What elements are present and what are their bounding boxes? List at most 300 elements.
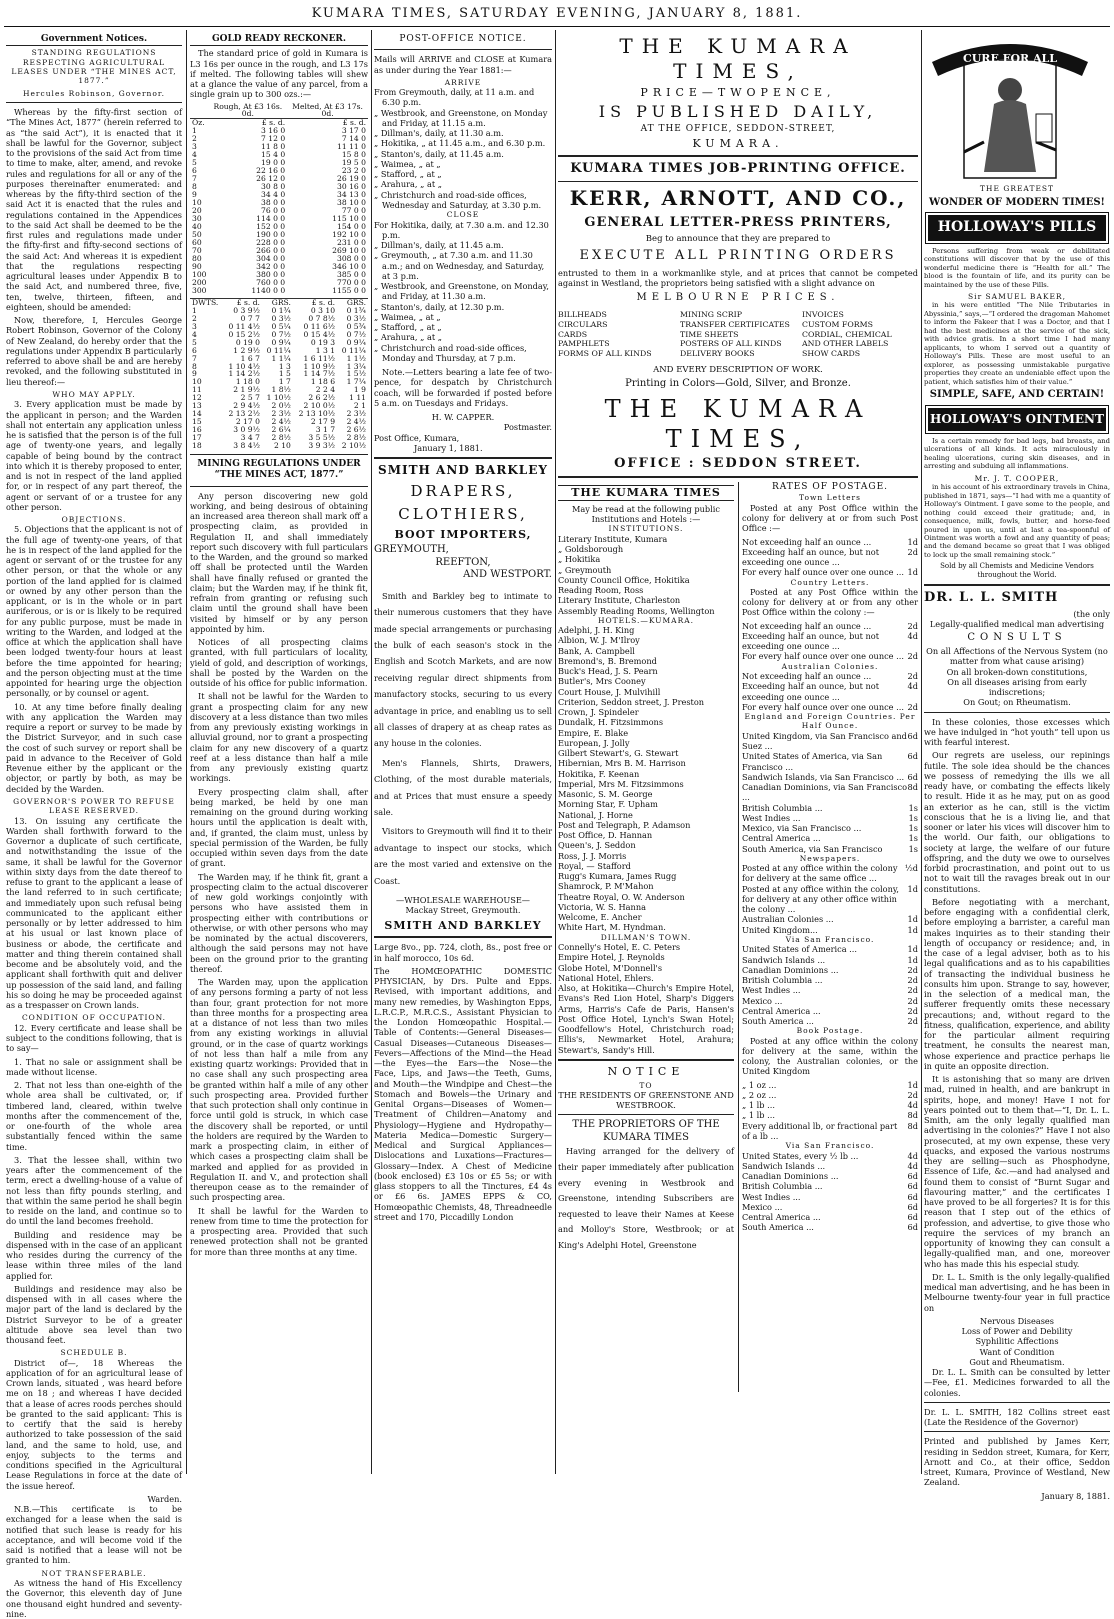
rate-value: 1d <box>907 1079 918 1090</box>
table-cell: 90 <box>192 261 202 271</box>
ad-line: SMITH AND BARKLEY <box>384 918 542 932</box>
table-cell: 19 5 0 <box>341 158 366 168</box>
rate-label: South America, via San Francisco <box>742 843 883 854</box>
list-item: POSTERS OF ALL KINDS <box>680 339 782 349</box>
table-cell: 3 5 5½ <box>308 433 336 443</box>
rate-value: 2d <box>907 546 918 557</box>
rate-value: 4d <box>907 630 918 641</box>
list-item: Connelly's Hotel, E. C. Peters <box>558 942 681 953</box>
list-item: Butler's, Mrs Cooney <box>558 676 646 687</box>
divider <box>558 476 918 478</box>
list-item: CIRCULARS <box>558 319 608 329</box>
list-item: Post and Telegraph, P. Adamson <box>558 819 691 830</box>
section-title: POST-OFFICE NOTICE. <box>399 34 527 44</box>
subheading: DILLMAN'S TOWN. <box>600 932 692 942</box>
divider <box>374 49 552 50</box>
rate-value: 1d <box>907 924 918 935</box>
paragraph: Posted at any office within the colony for delivery at the same, within the colony, the Australian colonies, or the United Kingdom <box>742 1035 918 1077</box>
rate-row <box>742 782 918 803</box>
rate-row <box>742 1151 918 1161</box>
rate-row <box>742 1222 918 1232</box>
rate-label: Every additional lb, or fractional part of a lb ... <box>742 1120 898 1141</box>
list-item: FORMS OF ALL KINDS <box>558 349 652 359</box>
paragraph: The standard price of gold in Kumara is L3 16s per ounce in the rough, and L3 17s if melted. The following tables will shew at a glance the value of any parcel, from a single grain up to 300 ozs.:— <box>190 48 368 100</box>
table-cell: 2 <box>192 313 197 323</box>
table-cell: 2 0½ <box>271 401 291 411</box>
rate-label: British Columbia ... <box>742 802 823 813</box>
rate-row <box>742 813 918 823</box>
ad-line: Sold by all Chemists and Medicine Vendors throughout the World. <box>940 562 1094 580</box>
ad-line: Syphilitic Affections <box>975 1336 1059 1347</box>
rate-value: 2d <box>907 671 918 682</box>
list-item: „ Waimea, „ at „ <box>374 311 441 322</box>
paragraph: Any person discovering new gold working, and being desirous of obtaining an increased area thereon shall mark off a prospecting claim, as provided in Regulation II, and shall immediately report such discovery with full particulars to the Warden, and the ground so marked off shall be protected until the Warden shall have finally refused or granted the claim; but the Warden may, if he think fit, refrain from granting or refusing such claim until the ground shall have been visited by himself or by any person appointed by him. <box>190 490 368 634</box>
list-item: „ Christchurch and road-side offices, Monday and Thursday, at 7 p.m. <box>374 342 527 363</box>
ad-line: AND EVERY DESCRIPTION OF WORK. <box>653 364 823 375</box>
table-cell: 2 9 4½ <box>233 401 260 411</box>
list-item: BILLHEADS <box>558 310 607 320</box>
rates-list <box>742 863 918 935</box>
rate-row <box>742 772 918 782</box>
rate-label: West Indies ... <box>742 985 801 996</box>
ad-line: AT THE OFFICE, SEDDON-STREET, <box>640 123 836 134</box>
rate-row <box>742 944 918 954</box>
paragraph: Smith and Barkley beg to intimate to their numerous customers that they have made special arrangements or purchasing the bulk of each season's stock in the English and Scotch Markets, and are now receiving regular direct shipments from manufactory stocks, securing to us every advantage in price, and enabling us to sell all classes of drapery at as cheap rates as any house in the colonies. <box>374 590 552 749</box>
paragraph: in his account of his extraordinary travels in China, published in 1871, says—“I had with me a quantity of Holloway's Ointment. I gave some to the people, and nothing could exceed their gratitude; and, in consequence, milk, fowls, butter, and horse-feed poured in upon us, until at last a tea-spoonful of Ointment was worth a fowl and any quantity of peas; and the demand became so great that I was obliged to lock up the small remaining stock.” <box>924 483 1110 559</box>
rate-row <box>742 914 918 924</box>
section-title: GOLD READY RECKONER. <box>190 34 368 46</box>
rate-label: „ 1 lb ... <box>742 1110 775 1121</box>
governor-name: Hercules Robinson, Governor. <box>22 88 166 98</box>
masthead: KUMARA TIMES, SATURDAY EVENING, JANUARY 8, 1881. <box>311 6 803 21</box>
list-item: Empire, E. Blake <box>558 727 629 738</box>
rate-value: 6d <box>907 1191 918 1202</box>
rate-label: Posted at any office within the colony, for delivery at any other office within the colony ... <box>742 883 900 915</box>
rate-row <box>742 965 918 975</box>
table-cell: 0 19 3 <box>310 337 336 347</box>
list-item: CUSTOM FORMS <box>802 319 873 329</box>
ad-line: KUMARA. <box>692 137 784 150</box>
ointment-banner: HOLLOWAY'S OINTMENT <box>926 406 1108 433</box>
ad-line: On all Affections of the Nervous System (no matter from what cause arising) <box>926 646 1108 667</box>
ad-line: AND WESTPORT. <box>463 569 552 581</box>
list-item: CORDIAL, CHEMICAL <box>802 329 892 339</box>
table-cell: 2 10 <box>273 441 291 451</box>
table-cell: 0 15 4½ <box>303 329 336 339</box>
rate-row <box>742 567 918 577</box>
rate-row <box>742 1090 918 1100</box>
table-cell: 0 3 9½ <box>233 305 260 315</box>
list-item: Shamrock, P. M'Mahon <box>558 881 654 892</box>
list-item: Dundalk, H. Fitzsimmons <box>558 717 664 728</box>
table-cell: 11 8 0 <box>261 142 286 152</box>
signature: H. W. CAPPER. <box>431 412 495 422</box>
rate-label: Sandwich Islands ... <box>742 954 826 965</box>
table-cell: 10 <box>192 198 202 208</box>
ad-line: —WHOLESALE WAREHOUSE— <box>396 895 530 906</box>
list-item: European, J. Jolly <box>558 737 630 748</box>
table-cell: 2 1 9½ <box>233 385 260 395</box>
institutions-list <box>558 534 734 616</box>
rate-row <box>742 955 918 965</box>
paragraph: 5. Objections that the applicant is not of the full age of twenty-one years, of that he is in respect of the land applied for the agent or servant of or the trustee for any other person, or that the whole or any portion of the land applied for is claimed or owned by any other person than the applicant, or is in the whole or in part auriferous, or is or is likely to be required for any public purpose, must be made in writing to the Warden, and lodged at the office at which the application shall have been lodged twenty-four hours at least before the time appointed for hearing; and the person objecting must at the time appointed for hearing urge the objection personally, or by counsel or agent. <box>6 524 182 699</box>
table-cell: 0 7½ <box>271 329 291 339</box>
table-cell: 342 0 0 <box>256 261 286 271</box>
table-cell: 5 <box>192 337 197 347</box>
list-item: CARDS <box>558 329 588 339</box>
list-item: Queen's, J. Seddon <box>558 840 636 851</box>
rate-value: 6d <box>907 730 918 741</box>
subheading: Mr. J. T. COOPER, <box>974 473 1060 483</box>
rate-value: 4d <box>907 1100 918 1111</box>
subheading: CLOSE <box>446 210 480 220</box>
table-cell: 1 3 <box>278 361 291 371</box>
divider <box>558 155 918 157</box>
table-header: £ s. d. <box>261 118 286 128</box>
column-rule <box>186 30 187 1474</box>
table-cell: 2 10½ <box>341 441 366 451</box>
table-cell: 80 <box>192 253 202 263</box>
list-item: Empire Hotel, J. Reynolds <box>558 952 665 963</box>
list-item: Theatre Royal, O. W. Anderson <box>558 891 685 902</box>
table-cell: 0 15 2½ <box>228 329 260 339</box>
table-cell: 0 7 8½ <box>308 313 336 323</box>
table-cell: 4 <box>192 329 197 339</box>
table-cell: 308 0 0 <box>337 253 366 263</box>
list-item: „ Waimea, „ at „ <box>374 158 441 169</box>
list-item: Albion, W. J. M'Ilroy <box>558 635 640 646</box>
table-cell: 9 <box>192 369 197 379</box>
rates-list <box>742 731 918 854</box>
ad-title: KUMARA TIMES JOB-PRINTING OFFICE. <box>570 160 906 176</box>
rate-value: 1s <box>908 823 918 834</box>
table-cell: 0 9¼ <box>346 337 366 347</box>
signature-date: January 1, 1881. <box>414 442 483 453</box>
table-cell: 2 17 0 <box>235 417 260 427</box>
ad-title: THE KUMARA TIMES, <box>619 34 857 83</box>
table-cell: 1 1½ <box>346 353 366 363</box>
post-office-column <box>374 32 552 1472</box>
rate-row <box>742 975 918 985</box>
ad-line: Want of Condition <box>979 1346 1055 1357</box>
table-cell: 1 7¼ <box>346 377 366 387</box>
list-item: „ Dillman's, daily, at 11.30 a.m. <box>374 128 504 139</box>
table-cell: 0 9¼ <box>271 337 291 347</box>
ad-title: NOTICE <box>607 1064 685 1078</box>
table-cell: 1 18 0 <box>235 377 260 387</box>
dwt-table-body <box>190 307 368 450</box>
list-item: Hibernian, Mrs B. M. Harrison <box>558 758 686 769</box>
subheading: CONDITION OF OCCUPATION. <box>21 1013 167 1023</box>
ad-title: DR. L. L. SMITH <box>924 589 1059 605</box>
paragraph: The HOMŒOPATHIC DOMESTIC PHYSICIAN, by Drs. Pulte and Epps. Revised, with important additions, and many new remedies, by Washington Epps, L.R.C.P., M.R.C.S., Assistant Physician to the London Homœopathic Hospital.—Table of Contents:—General Diseases—Casual Diseases—Cutaneous Diseases—Fevers—Affections of the Mind—the Head—the Eyes—the Ears—the Nose—the Face, Lips, and Jaws—the Teeth, Gums, and Mouth—the Windpipe and Chest—the Stomach and Bowels—the Urinary and Genital Organs—Diseases of Women—Treatment of Children—Anatomy and Physiology—Hygiene and Hydropathy—Materia Medica—Domestic Surgery—Medical and Surgical Appliances—Dislocations and Luxations—Fractures—Glossary—Index. A Chest of Medicine (book enclosed) £3 10s or £5 5s; or with glass stoppers to all the Tinctures, £4 4s or £6 6s. JAMES EPPS & CO, Homœopathic Chemists, 48, Threadneedle street and 170, Piccadilly London <box>374 965 552 1222</box>
ad-title: WONDER OF MODERN TIMES! <box>929 196 1105 208</box>
rate-row <box>742 1121 918 1142</box>
divider <box>6 102 182 103</box>
rate-row <box>742 1161 918 1171</box>
list-item: White Hart, M. Hyndman. <box>558 922 666 933</box>
subheading: England and Foreign Countries. Per Half Ounce. <box>744 712 916 731</box>
divider <box>558 181 918 182</box>
list-item: Rugg's Kumara, James Rugg <box>558 871 677 882</box>
table-cell: 0 5¾ <box>346 321 366 331</box>
rate-value: ½d <box>904 863 918 874</box>
table-cell: 304 0 0 <box>256 253 286 263</box>
list-item: „ Greymouth, „ at 7.30 a.m. and 11.30 a.m.; and on Wednesday, and Saturday, at 3 p.m. <box>374 250 545 281</box>
list-item: Bremond's, B. Bremond <box>558 655 657 666</box>
paragraph: May be read at the following public Institutions and Hotels :— <box>572 503 720 525</box>
paragraph: Before negotiating with a merchant, before engaging with a confidential clerk, before employing a barrister, a careful man makes inquiries as to their standing their length of occupancy or residence; and, in the case of a legal adviser, both as to his legal qualifications and as to his capabilities of transacting the individual business he consults him upon. Strange to say, however, in the selection of a medical man, the sufferer frequently omits these necessary precautions; and, without regard to the fitness, qualification, experience, and ability for the particular ailment requiring treatment, he consults the nearest man, whose experience and practice perhaps lie in quite an opposite direction. <box>924 896 1110 1071</box>
table-cell: 1 10 9½ <box>303 361 336 371</box>
table-cell: 152 0 0 <box>256 222 286 232</box>
list-item: Hokitika, F. Keenan <box>558 768 640 779</box>
table-cell: 15 4 0 <box>261 150 286 160</box>
ad-line: THE RESIDENTS OF GREENSTONE AND WESTBROOK. <box>558 1089 734 1111</box>
rate-label: For every half ounce over one ounce ... <box>742 567 904 578</box>
table-cell: 1 <box>192 126 197 136</box>
ad-line: On Gout; on Rheumatism. <box>963 697 1071 708</box>
paragraph: Mails will ARRIVE and CLOSE at Kumara as under during the Year 1881:— <box>374 54 552 75</box>
list-item: SHOW CARDS <box>802 349 861 359</box>
paragraph: 3. Every application must be made by the applicant in person; and the Warden shall not entertain any application unless he is satisfied that the person is of the full age of twenty-one years, and legally capable of being bound by the contract into which it is thereby proposed to enter, and is not in respect of the land applied for, or in respect of any part thereof, the agent or servant of or a trustee for any other person. <box>6 399 182 512</box>
holloway-seal-icon <box>924 32 1096 182</box>
table-cell: 8 <box>192 182 197 192</box>
rate-value: 6d <box>907 1201 918 1212</box>
rate-label: Mexico ... <box>742 995 783 1006</box>
rate-value: 1d <box>907 536 918 547</box>
table-cell: 0 19 0 <box>235 337 260 347</box>
masthead-rule <box>4 26 1110 27</box>
rate-value: 6d <box>907 751 918 762</box>
list-item: Masonic, S. M. George <box>558 789 653 800</box>
paragraph: Our regrets are useless, our repinings futile. The sole idea should be the chances we possess of remedying the ills we all ready have, or combating the effects likely to result. Hide it as he may, put on as good an exterior as he can, still is the victim conscious that he is a living lie, and that sooner or later his vices will discover him to the world. Our faith, our obligations to society at large, the welfare of our future offspring, and the duty we owe to ourselves forbid procrastination, and point out to us not to wait till the ravages break out in our constitutions. <box>924 750 1110 894</box>
table-cell: 380 0 0 <box>256 269 286 279</box>
ad-line: TO <box>639 1080 653 1090</box>
table-cell: 23 2 0 <box>341 166 366 176</box>
rate-value: 1d <box>907 883 918 894</box>
paragraph: It shall not be lawful for the Warden to grant a prospecting claim for any new discovery at a less distance than two miles from any previously existing workings in alluvial ground, nor to grant a prospecting claim for any new discovery of a quartz reef at a less distance than half a mile from any previously existing quartz workings. <box>190 691 368 784</box>
table-cell: 1 10½ <box>266 393 291 403</box>
paragraph: Persons suffering from weak or debilitated constitutions will discover that by the use of this wonderful medicine there is “Health for all.” The blood is the fountain of life, and its purity can be maintained by the use of these Pills. <box>924 246 1110 289</box>
rate-label: Mexico ... <box>742 1201 783 1212</box>
table-cell: 2 <box>192 134 197 144</box>
paragraph: Large 8vo., pp. 724, cloth, 8s., post free or in half morocco, 10s 6d. <box>374 942 552 963</box>
rate-label: Canadian Dominions ... <box>742 964 839 975</box>
rate-label: For every half ounce over one ounce ... <box>742 701 904 712</box>
list-item: „ Christchurch and road-side offices, Wednesday and Saturday, at 3.30 p.m. <box>374 189 542 210</box>
list-item: INVOICES <box>802 310 844 320</box>
close-list <box>374 220 552 364</box>
table-cell: 26 12 0 <box>256 174 286 184</box>
list-item: Victoria, W. S. Hanna <box>558 901 646 912</box>
rate-value: 2d <box>907 1016 918 1027</box>
rate-row <box>742 996 918 1006</box>
list-item: National Hotel, Ehlers. <box>558 972 654 983</box>
subheading: Via San Francisco. <box>785 1141 875 1151</box>
table-header: Oz. <box>192 118 205 128</box>
table-cell: 2 5 7 <box>240 393 260 403</box>
table-cell: 269 10 0 <box>332 245 366 255</box>
table-cell: 11 11 0 <box>337 142 366 152</box>
table-cell: 0 1¾ <box>271 305 291 315</box>
ad-line: On all broken-down constitutions, <box>946 666 1088 677</box>
oz-table <box>190 103 368 295</box>
paragraph: The Warden may, if he think fit, grant a prospecting claim to the actual discoverer of new gold workings conjointly with persons who have assisted them in prospecting either with contributions or otherwise, or with other persons who may be nominated by the actual discoverers, although the said persons may not have been on the ground prior to the granting thereof. <box>190 871 368 974</box>
table-header: DWTS. <box>192 297 219 307</box>
rate-label: „ 1 oz ... <box>742 1079 777 1090</box>
rate-label: South America ... <box>742 1016 814 1027</box>
section-title: RATES OF POSTAGE. <box>771 482 889 493</box>
list-item: Reading Room, Ross <box>558 585 644 596</box>
table-cell: 1 1¼ <box>271 353 291 363</box>
table-cell: 76 0 0 <box>261 206 286 216</box>
table-cell: 30 8 0 <box>261 182 286 192</box>
table-cell: 4 <box>192 150 197 160</box>
ad-line: On all diseases arising from early indiscretions; <box>947 676 1087 698</box>
rate-row <box>742 884 918 915</box>
rate-label: West Indies ... <box>742 812 801 823</box>
rate-value: 4d <box>907 1150 918 1161</box>
list-item: TIME SHEETS <box>680 329 739 339</box>
list-item: Royal, — Stafford <box>558 860 631 871</box>
dillmans-list <box>558 942 734 983</box>
subheading: Via San Francisco. <box>785 934 875 944</box>
table-cell: 770 0 0 <box>337 277 366 287</box>
list-item: „ Westbrook, and Greenstone, on Monday and Friday, at 11.15 a.m. <box>374 107 548 128</box>
table-cell: 0 11¼ <box>266 345 291 355</box>
divider <box>190 454 368 455</box>
table-cell: 2 3½ <box>271 409 291 419</box>
rate-label: For every half ounce over one ounce ... <box>742 651 904 662</box>
rate-row <box>742 823 918 833</box>
table-header: £ s. d. <box>311 297 336 307</box>
rates-list <box>742 944 918 1026</box>
table-cell: 3 0 9½ <box>233 425 260 435</box>
list-item: „ Arahura, „ at „ <box>374 179 442 190</box>
list-item: Globe Hotel, M'Donnell's <box>558 962 663 973</box>
rate-label: Not exceeding half an ounce ... <box>742 671 872 682</box>
rate-value: 6d <box>907 1212 918 1223</box>
ad-line: BOOT IMPORTERS, <box>394 527 532 541</box>
section-title: Government Notices. <box>6 34 182 46</box>
ad-line: MELBOURNE PRICES. <box>636 291 840 303</box>
table-cell: 1 2 9½ <box>233 345 260 355</box>
table-cell: 2 10 0½ <box>303 401 336 411</box>
table-cell: 0 7½ <box>346 329 366 339</box>
rate-row <box>742 1006 918 1016</box>
list-item: Bank, A. Campbell <box>558 645 635 656</box>
postage-rates-column <box>742 482 918 1392</box>
rate-value: 1s <box>908 802 918 813</box>
table-cell: 1 6 7 <box>240 353 260 363</box>
rate-value: 8d <box>907 1110 918 1121</box>
kumara-times-column <box>558 32 918 1472</box>
rate-value: 2d <box>907 985 918 996</box>
table-cell: 3 8 4½ <box>233 441 260 451</box>
table-cell: 18 <box>192 441 202 451</box>
rate-row <box>742 1192 918 1202</box>
rate-row <box>742 1016 918 1026</box>
table-cell: 1 7 <box>278 377 291 387</box>
rate-row <box>742 925 918 935</box>
rate-label: United States, every ½ lb ... <box>742 1150 859 1161</box>
table-cell: 3 9 3½ <box>308 441 336 451</box>
table-header: £ s. d. <box>342 118 366 128</box>
list-item: Welcome, E. Ancher <box>558 912 642 923</box>
rate-row <box>742 651 918 661</box>
signature: Warden. <box>147 1493 182 1504</box>
ad-line: THE GREATEST <box>979 184 1055 194</box>
paragraph: In these colonies, those excesses which we have indulged in “hot youth” tell upon us with fearful interest. <box>924 716 1110 748</box>
rate-label: South America ... <box>742 1222 814 1233</box>
divider <box>924 712 1110 713</box>
paragraph: Now, therefore, I, Hercules George Robert Robinson, Governor of the Colony of New Zealand, do hereby order that the regulations under Appendix B particularly referred to above shall be and are hereby revoked, and the following substituted in lieu thereof:— <box>6 315 182 387</box>
subheading: HOTELS.—KUMARA. <box>597 615 695 625</box>
divider <box>558 1059 734 1061</box>
rate-row <box>742 1212 918 1222</box>
table-cell: 0 1¾ <box>346 305 366 315</box>
ad-line: EXECUTE ALL PRINTING ORDERS <box>579 247 897 263</box>
ad-line: THE PROPRIETORS OF THE KUMARA TIMES <box>572 1119 720 1143</box>
list-item: Literary Institute, Charleston <box>558 595 681 606</box>
rate-row <box>742 547 918 568</box>
rate-row <box>742 985 918 995</box>
table-cell: 3 <box>192 321 197 331</box>
rate-value: 2d <box>907 701 918 712</box>
ad-line: IS PUBLISHED DAILY, <box>598 101 878 121</box>
list-item: Ross, J. J. Morris <box>558 850 627 861</box>
ad-line: GREYMOUTH, <box>374 544 449 556</box>
list-item: Court House, J. Mulvihill <box>558 686 661 697</box>
table-cell: 15 <box>192 417 202 427</box>
rate-value: 2d <box>907 964 918 975</box>
rate-value: 1s <box>908 843 918 854</box>
rate-label: Canadian Dominions, via San Francisco ... <box>742 782 908 803</box>
rate-row <box>742 702 918 712</box>
subheading: Book Postage. <box>796 1026 864 1036</box>
rate-label: United Kingdom, via San Francisco and Suez ... <box>742 730 907 752</box>
rate-value: 6d <box>907 1222 918 1233</box>
rate-label: West Indies ... <box>742 1191 801 1202</box>
table-cell: 15 8 0 <box>341 150 366 160</box>
rate-value: 1d <box>907 944 918 955</box>
list-item: County Council Office, Hokitika <box>558 574 690 585</box>
rate-value: 2d <box>907 620 918 631</box>
paragraph: Also, at Hokitika—Church's Empire Hotel, Evans's Red Lion Hotel, Sharp's Diggers Arms, Harris's Cafe de Paris, Hansen's Post Office Hotel, Lynch's Swan Hotel; Goodfellow's Hotel, Christchurch road; Ellis's, Newmarket Hotel, Arahura; Stewart's, Sandy's Hill. <box>558 983 734 1055</box>
list-item: Crown, J. Spindeler <box>558 707 639 718</box>
rate-row <box>742 833 918 843</box>
table-cell: 2 6¼ <box>271 425 291 435</box>
rate-value: 2d <box>907 1089 918 1100</box>
divider <box>924 1431 1110 1432</box>
rate-label: Exceeding half an ounce, but not exceeding one ounce ... <box>742 681 880 702</box>
rate-value: 2d <box>907 975 918 986</box>
subheading: Australian Colonies. <box>781 661 879 671</box>
list-item: Adelphi, J. H. King <box>558 625 635 636</box>
rates-list <box>742 1080 918 1121</box>
table-cell: 0 11 4½ <box>228 321 260 331</box>
rate-row <box>742 1202 918 1212</box>
rate-value: 1d <box>907 954 918 965</box>
table-header: £ s. d. <box>236 297 260 307</box>
table-cell: 1 3¼ <box>346 361 366 371</box>
table-cell: 14 <box>192 409 202 419</box>
paragraph: Posted at any Post Office within the colony for delivery at or from any other Post Office within the colony :— <box>742 586 918 618</box>
paragraph: Dr. L. L. Smith is the only legally-qualified medical man advertising, and he has been in Melbourne twenty-four year in full practice on <box>924 1271 1111 1313</box>
table-cell: 346 10 0 <box>332 261 366 271</box>
table-cell: 300 <box>192 285 207 295</box>
subheading: Town Letters <box>799 493 861 503</box>
